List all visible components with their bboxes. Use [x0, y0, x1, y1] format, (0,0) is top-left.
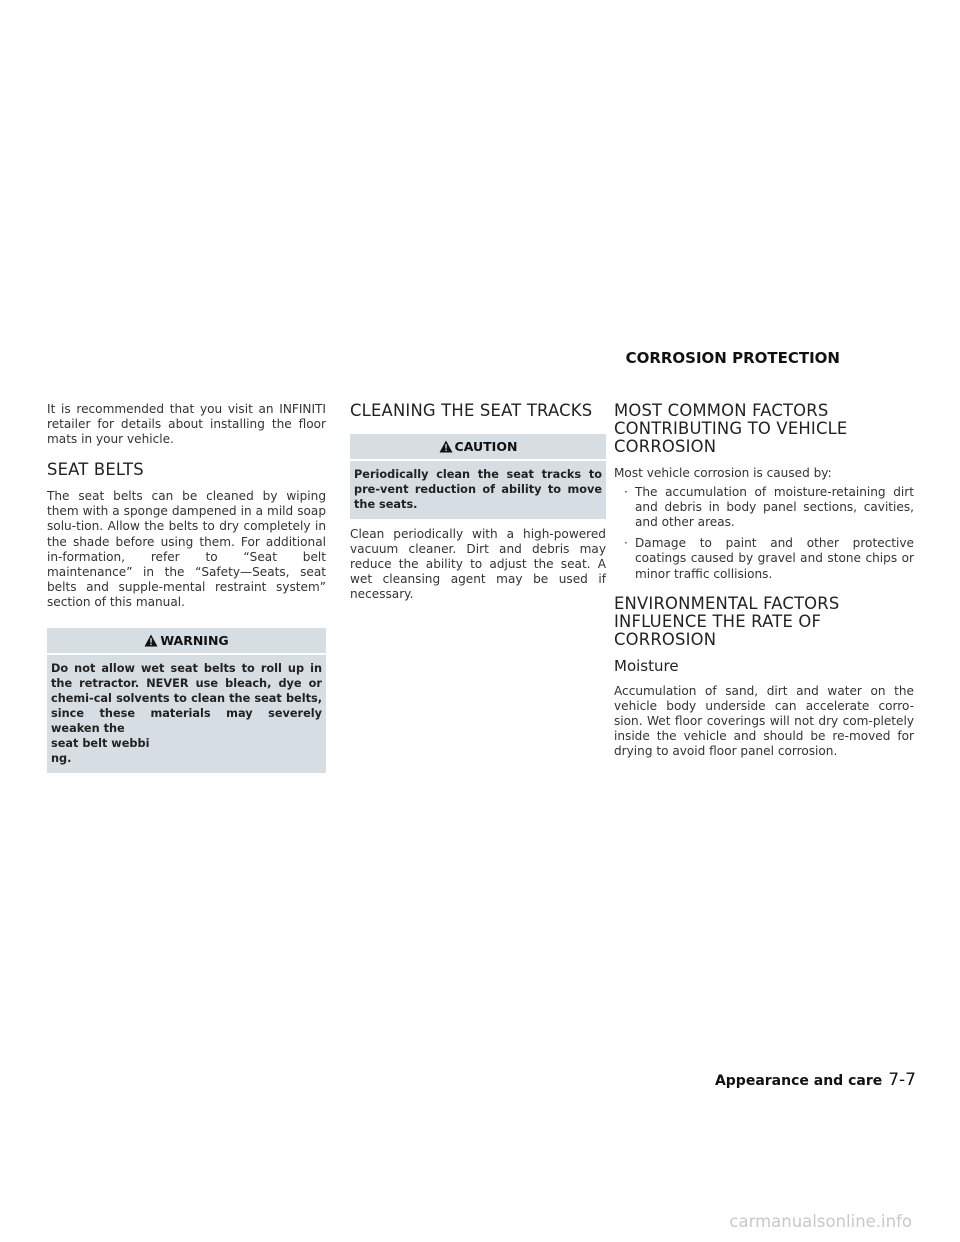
page-number: 7-7 — [888, 1070, 916, 1090]
list-item-text: The accumulation of moisture-retaining dirt and debris in body panel sections, cavities, and other areas. — [635, 485, 914, 530]
caution-label: CAUTION — [454, 439, 518, 454]
environmental-factors-heading: ENVIRONMENTAL FACTORS INFLUENCE THE RATE OF CORROSION — [614, 593, 840, 649]
caution-box — [350, 434, 606, 519]
watermark: carmanualsonline.info — [729, 1212, 912, 1231]
list-item — [614, 536, 914, 581]
seat-tracks-heading: CLEANING THE SEAT TRACKS — [350, 401, 593, 420]
warning-label: WARNING — [160, 633, 229, 649]
corrosion-causes-list — [614, 485, 914, 582]
seat-belts-heading: SEAT BELTS — [47, 460, 144, 480]
warning-header — [47, 628, 326, 653]
warning-box — [47, 628, 326, 773]
moisture-paragraph: Accumulation of sand, dirt and water on the vehicle body underside can accelerate corro-sion. Wet floor coverings will not dry com-pletely inside the vehicle and should be re-moved for drying to avoid floor panel corrosion. — [614, 683, 914, 759]
corrosion-lead: Most vehicle corrosion is caused by: — [614, 466, 832, 480]
bullet-mark: · — [624, 536, 628, 551]
list-item — [614, 485, 914, 530]
warning-text-line: seat belt webbi — [51, 737, 150, 751]
caution-header — [350, 434, 606, 459]
warning-text — [47, 655, 326, 773]
warning-text-line: Do not allow wet seat belts to roll up in the retractor. NEVER use bleach, dye or chemi-cal solvents to clean the seat belts, since these materials may severely weaken the — [51, 662, 322, 736]
section-title: CORROSION PROTECTION — [625, 349, 840, 367]
column-right — [614, 402, 914, 759]
column-middle — [350, 402, 606, 602]
list-item-text: Damage to paint and other protective coatings caused by gravel and stone chips or minor traffic collisions. — [635, 536, 914, 581]
chapter-title: Appearance and care — [714, 1073, 883, 1089]
caution-icon — [439, 440, 453, 453]
common-factors-heading: MOST COMMON FACTORS CONTRIBUTING TO VEHICLE CORROSION — [614, 401, 848, 456]
column-left — [47, 402, 326, 773]
warning-icon — [144, 634, 158, 647]
intro-paragraph: It is recommended that you visit an INFINITI retailer for details about installing the floor mats in your vehicle. — [47, 402, 326, 447]
bullet-mark: · — [624, 485, 628, 500]
page-footer — [715, 1070, 916, 1090]
warning-text-line: ng. — [51, 752, 72, 766]
seat-belts-paragraph: The seat belts can be cleaned by wiping them with a sponge dampened in a mild soap solu-tion. Allow the belts to dry completely in the shade before using them. For additional in-formation, refer to “Seat belt maintenance” in the “Safety—Seats, seat belts and supple-mental restraint system” section of this manual. — [47, 489, 326, 609]
caution-text: Periodically clean the seat tracks to pre-vent reduction of ability to move the seats. — [354, 468, 602, 511]
seat-tracks-paragraph: Clean periodically with a high-powered vacuum cleaner. Dirt and debris may reduce the ability to adjust the seat. A wet cleansing agent may be used if necessary. — [350, 527, 606, 602]
moisture-subheading: Moisture — [614, 656, 679, 675]
